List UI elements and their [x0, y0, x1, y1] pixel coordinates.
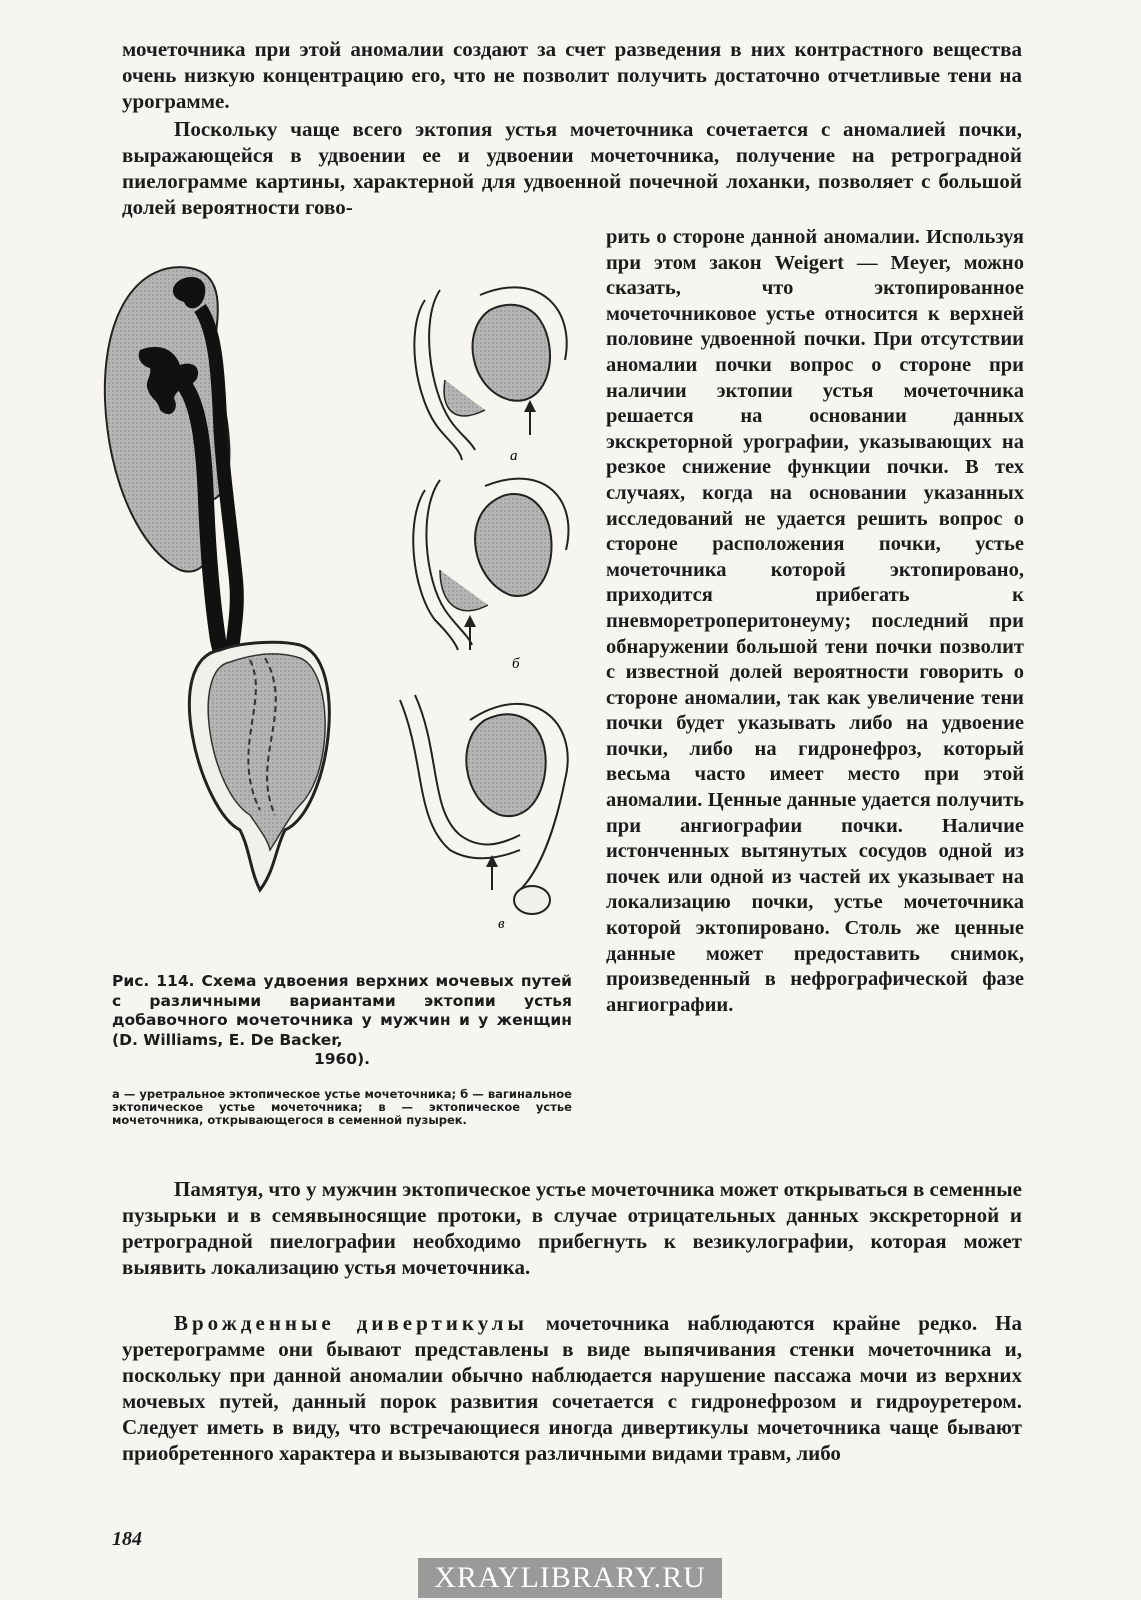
right-column-text: рить о стороне данной аномалии. Используя при этом закон Weigert — Meyer, можно сказать, что эктопированное мочеточниковое устье относится к верхней половине удвоенной почки. При отсутствии аномалии почки вопрос о стороне при наличии эктопии устья мочеточника решается на основании данных экскреторной урографии, указывающих на резкое снижение функции почки. В тех случаях, когда на основании указанных исследований не удается решить вопрос о стороне расположения почки, устье мочеточника которой эктопировано, приходится прибегать к пневморетроперитонеуму; последний при обнаружении большой тени почки позволит с известной долей вероятности говорить о стороне аномалии, так как увеличение тени почки будет указывать либо на удвоение почки, либо на гидронефроз, который весьма часто имеет место при этой аномалии. Ценные данные удается получить при ангиографии почки. Наличие истонченных вытянутых сосудов одной из почек или одной из частей их указывает на локализацию почки, устье мочеточника которой эктопировано. Столь же ценные данные может предоставить снимок, произведенный в нефрографической фазе ангиографии. — [606, 226, 1024, 1016]
figure-legend: а — уретральное эктопическое устье мочеточника; б — вагинальное эктопическое устье мочеточника; в — эктопическое устье мочеточника, открывающегося в семенной пузырек. — [112, 1087, 572, 1127]
kidney-diagram — [105, 267, 329, 890]
caption-year: 1960). — [313, 1050, 371, 1068]
label-b: б — [512, 656, 520, 672]
paragraph-1: мочеточника при этой аномалии создают за счет разведения в них контрастного вещества очень низкую концентрацию его, что не позволит получить достаточно отчетливые тени на урограмме. — [122, 37, 1022, 113]
paragraph-3: Памятуя, что у мужчин эктопическое устье мочеточника может открываться в семенные пузырьки и в семявыносящие протоки, в случае отрицательных данных экскреторной и ретроградной пиелографии необходимо прибегнуть к везикулографии, которая может выявить локализацию устья мочеточника. — [122, 1177, 1022, 1279]
sub-figure-b — [413, 479, 568, 672]
figure-114 — [100, 250, 590, 950]
watermark: XRAYLIBRARY.RU — [418, 1558, 722, 1598]
paragraph-4-term: Врожденные дивертикулы — [174, 1311, 528, 1335]
paragraph-4 — [122, 1310, 1022, 1466]
sub-figure-a — [414, 287, 566, 464]
label-a: а — [510, 448, 518, 464]
figure-caption — [112, 972, 572, 1070]
paragraph-2: Поскольку чаще всего эктопия устья мочеточника сочетается с аномалией почки, выражающейся в удвоении ее и удвоении мочеточника, получение на ретроградной пиелограмме картины, характерной для удвоенной почечной лоханки, позволяет с большой долей вероятности гово- — [122, 117, 1022, 219]
sub-figure-v — [400, 695, 568, 932]
label-v: в — [498, 916, 505, 932]
paragraph-4-rest: мочеточника наблюдаются крайне редко. На уретерограмме они бывают представлены в виде выпячивания стенки мочеточника и, поскольку при данной аномалии обычно наблюдается нарушение пассажа мочи из верхних мочевых путей, данный порок развития сочетается с гидронефрозом и гидроуретером. Следует иметь в виду, что встречающиеся иногда дивертикулы мочеточника чаще бывают приобретенного характера и вызываются различными видами травм, либо — [122, 1311, 1022, 1465]
page-number: 184 — [112, 1528, 142, 1550]
caption-text: Рис. 114. Схема удвоения верхних мочевых путей с различными вариантами эктопии устья добавочного мочеточника у мужчин и у женщин (D. Williams, E. De Backer, — [112, 972, 572, 1049]
